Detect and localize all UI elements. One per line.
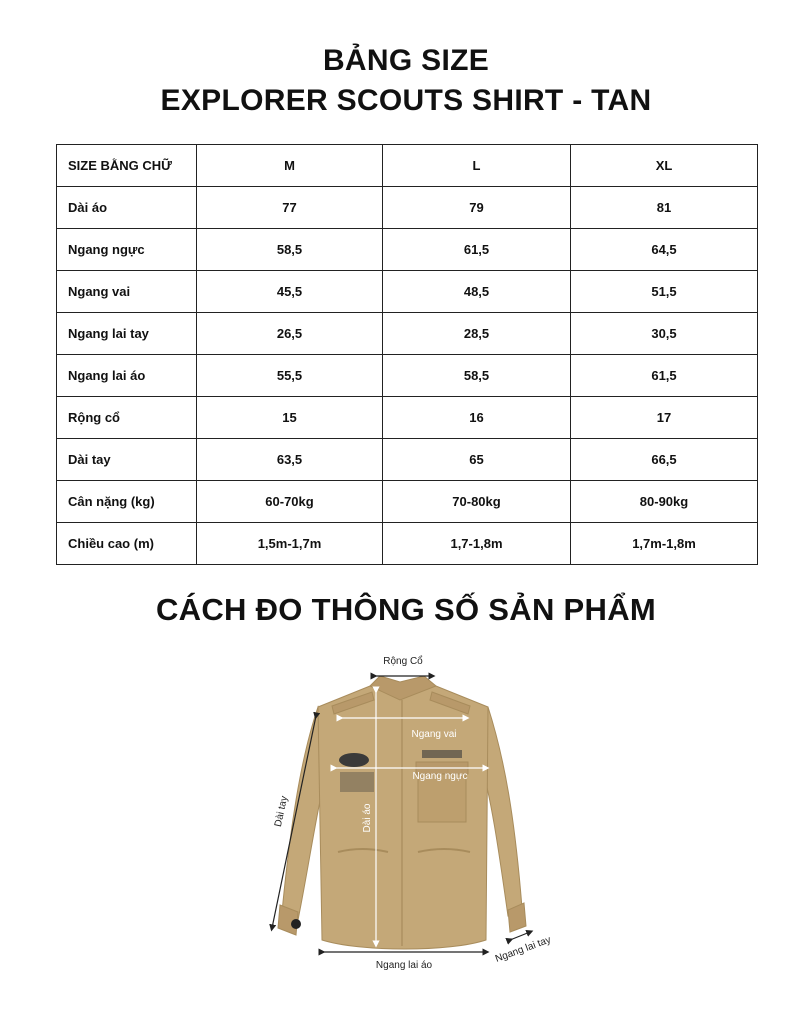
- table-cell: 28,5: [383, 313, 571, 355]
- table-cell: Dài áo: [57, 187, 197, 229]
- table-cell: 26,5: [197, 313, 383, 355]
- table-header-cell: M: [197, 145, 383, 187]
- table-cell: Ngang vai: [57, 271, 197, 313]
- length-label: Dài áo: [362, 803, 373, 833]
- table-cell: 45,5: [197, 271, 383, 313]
- table-cell: Ngang ngực: [57, 229, 197, 271]
- hem-label: Ngang lai áo: [375, 960, 433, 971]
- table-cell: 63,5: [197, 439, 383, 481]
- table-cell: 61,5: [383, 229, 571, 271]
- shoulder-label: Ngang vai: [411, 729, 457, 740]
- table-cell: 66,5: [571, 439, 758, 481]
- sleeve-label: Dài tay: [272, 795, 291, 828]
- cuff-line: [510, 932, 530, 940]
- table-cell: Ngang lai tay: [57, 313, 197, 355]
- product-name-title: EXPLORER SCOUTS SHIRT - TAN: [160, 84, 652, 117]
- table-cell: 48,5: [383, 271, 571, 313]
- measure-guide-title: CÁCH ĐO THÔNG SỐ SẢN PHẨM: [155, 592, 657, 627]
- table-cell: Chiều cao (m): [57, 523, 197, 565]
- table-row: [57, 187, 758, 229]
- table-row: [57, 523, 758, 565]
- table-cell: 81: [571, 187, 758, 229]
- table-cell: Ngang lai áo: [57, 355, 197, 397]
- table-cell: 60-70kg: [197, 481, 383, 523]
- table-row: [57, 271, 758, 313]
- table-cell: 58,5: [197, 229, 383, 271]
- table-cell: 15: [197, 397, 383, 439]
- table-cell: 16: [383, 397, 571, 439]
- table-cell: 58,5: [383, 355, 571, 397]
- table-cell: 1,7m-1,8m: [571, 523, 758, 565]
- table-row: [57, 355, 758, 397]
- table-cell: 1,7-1,8m: [383, 523, 571, 565]
- table-row: [57, 229, 758, 271]
- size-table: [56, 144, 758, 565]
- table-header-cell: SIZE BẰNG CHỮ: [57, 145, 197, 187]
- table-header-cell: XL: [571, 145, 758, 187]
- table-cell: Rộng cổ: [57, 397, 197, 439]
- cuff-label: Ngang lai tay: [493, 934, 553, 965]
- table-cell: 77: [197, 187, 383, 229]
- table-row: [57, 397, 758, 439]
- table-row: [57, 439, 758, 481]
- table-cell: 61,5: [571, 355, 758, 397]
- table-cell: 17: [571, 397, 758, 439]
- table-row: [57, 481, 758, 523]
- table-cell: 30,5: [571, 313, 758, 355]
- table-cell: 1,5m-1,7m: [197, 523, 383, 565]
- neck-label: Rộng Cổ: [383, 656, 423, 667]
- table-header-row: [57, 145, 758, 187]
- table-cell: 64,5: [571, 229, 758, 271]
- table-header-cell: L: [383, 145, 571, 187]
- table-cell: 80-90kg: [571, 481, 758, 523]
- size-chart-title: BẢNG SIZE: [322, 44, 490, 77]
- table-cell: 79: [383, 187, 571, 229]
- table-cell: 65: [383, 439, 571, 481]
- table-row: [57, 313, 758, 355]
- table-cell: Cân nặng (kg): [57, 481, 197, 523]
- table-cell: 55,5: [197, 355, 383, 397]
- table-cell: 70-80kg: [383, 481, 571, 523]
- table-cell: 51,5: [571, 271, 758, 313]
- chest-label: Ngang ngực: [412, 771, 468, 782]
- shirt-measurement-diagram: [260, 650, 560, 980]
- table-cell: Dài tay: [57, 439, 197, 481]
